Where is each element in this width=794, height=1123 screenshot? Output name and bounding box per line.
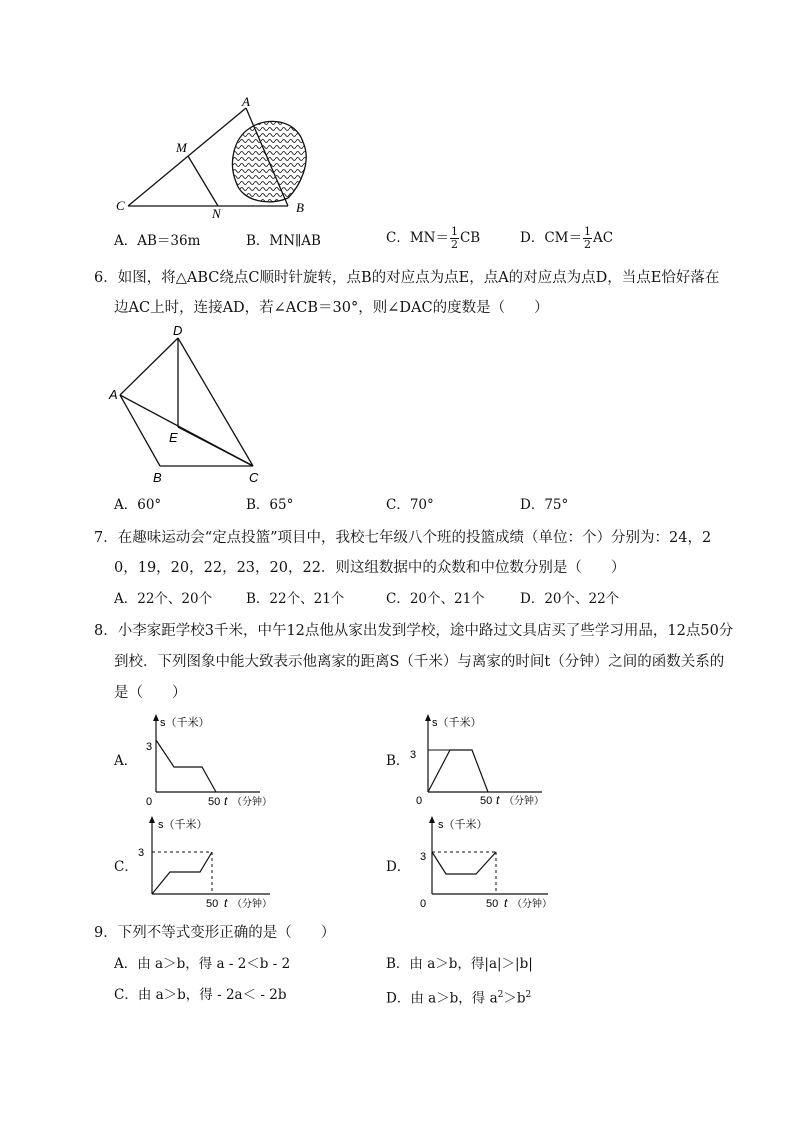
x-axis-unit: （分钟）: [232, 899, 272, 910]
origin-label: 0: [146, 796, 153, 808]
fraction: [450, 226, 459, 251]
frac-numerator: 1: [450, 225, 458, 238]
q6-option-d: D．75°: [520, 497, 569, 513]
x-axis-unit: （分钟）: [232, 797, 272, 808]
x-axis-unit: （分钟）: [512, 899, 552, 910]
graph-c: [130, 814, 280, 910]
x-tick-50: 50: [486, 898, 499, 910]
x-axis-t: t: [224, 794, 228, 808]
y-axis-label: s（千米）: [432, 717, 482, 729]
q7-stem-line1: 7．在趣味运动会“定点投篮”项目中，我校七年级八个班的投篮成绩（单位：个）分别为：24，2: [94, 530, 712, 546]
x-axis-t: t: [224, 896, 228, 910]
x-tick-50: 50: [208, 796, 221, 808]
superscript: 2: [497, 990, 504, 1000]
q9-option-d: [386, 986, 531, 1008]
q5-option-d-prefix: D．CM＝: [520, 230, 582, 246]
graph-b-letter: B．: [386, 753, 410, 769]
frac-denominator: 2: [450, 238, 458, 251]
q9-option-d-mid: ＞b: [503, 990, 526, 1007]
origin-label: 0: [416, 795, 423, 807]
graph-c-letter: C．: [114, 859, 138, 875]
label-d: D: [173, 323, 183, 338]
label-b: B: [296, 200, 304, 215]
x-tick-50: 50: [206, 898, 219, 910]
label-c: C: [116, 198, 125, 213]
q6-option-a: A．60°: [114, 497, 162, 513]
q5-option-d: [520, 226, 613, 251]
y-tick-3: 3: [420, 851, 427, 863]
superscript: 2: [525, 990, 532, 1000]
label-b: B: [153, 470, 162, 485]
q9-option-a: A．由 a＞b，得 a - 2＜b - 2: [114, 956, 291, 972]
x-axis-t: t: [504, 896, 508, 910]
q6-option-c: C．70°: [386, 497, 434, 513]
q7-option-a: A．22个、20个: [114, 591, 213, 607]
q6-stem-line2: 边AC上时，连接AD，若∠ACB＝30°，则∠DAC的度数是（ ）: [114, 300, 549, 316]
q5-figure: [100, 90, 330, 220]
graph-a: [130, 712, 280, 808]
q5-option-c-prefix: C．MN＝: [386, 230, 449, 246]
x-axis-t: t: [496, 793, 500, 807]
y-axis-label: s（千米）: [160, 717, 210, 729]
label-m: M: [176, 140, 187, 155]
label-c: C: [249, 470, 259, 485]
q9-option-d-prefix: D．由 a＞b，得 a: [386, 990, 498, 1007]
q7-option-d: D．20个、22个: [520, 591, 620, 607]
q6-figure: [105, 320, 275, 490]
segment-mn: [188, 156, 218, 206]
graph-b: [402, 712, 552, 808]
frac-denominator: 2: [583, 238, 591, 251]
graph-d: [402, 814, 552, 910]
graph-a-letter: A．: [114, 753, 138, 769]
pond-shape: [232, 121, 306, 202]
q6-option-b: B．65°: [246, 497, 294, 513]
y-tick-3: 3: [138, 847, 145, 859]
q9-option-b: B．由 a＞b，得|a|＞|b|: [386, 956, 533, 972]
label-n: N: [212, 206, 221, 220]
graph-d-letter: D．: [386, 859, 411, 875]
x-axis-unit: （分钟）: [504, 796, 544, 807]
q6-stem-line1: 6．如图，将△ABC绕点C顺时针旋转，点B的对应点为点E，点A的对应点为点D，当点E恰好落在: [94, 270, 720, 286]
q7-option-b: B．22个、21个: [246, 591, 345, 607]
q8-stem-line1: 8．小李家距学校3千米，中午12点他从家出发到学校，途中路过文具店买了些学习用品，12点50分: [94, 623, 734, 639]
q8-stem-line2: 到校．下列图象中能大致表示他离家的距离S（千米）与离家的时间t（分钟）之间的函数关系的: [114, 654, 725, 670]
label-a: A: [242, 94, 250, 109]
q5-option-c-suffix: CB: [459, 230, 481, 246]
frac-numerator: 1: [583, 225, 591, 238]
y-tick-3: 3: [410, 749, 417, 761]
label-e: E: [169, 430, 178, 445]
q5-option-d-suffix: AC: [592, 230, 614, 246]
q5-option-c: [386, 226, 480, 251]
q8-stem-line3: 是（ ）: [114, 685, 187, 701]
q5-option-a: A．AB＝36m: [114, 233, 201, 249]
label-a: A: [109, 387, 118, 402]
q5-option-b: B．MN∥AB: [246, 233, 321, 249]
segment-ca: [128, 108, 246, 206]
origin-label: 0: [420, 898, 427, 910]
fraction: [583, 226, 592, 251]
q9-option-c: C．由 a＞b，得 - 2a＜ - 2b: [114, 987, 287, 1003]
y-tick-3: 3: [146, 741, 153, 753]
q7-stem-line2: 0，19，20，22，23，20，22．则这组数据中的众数和中位数分别是（ ）: [114, 560, 626, 576]
q7-option-c: C．20个、21个: [386, 591, 485, 607]
x-tick-50: 50: [480, 795, 493, 807]
q9-stem: 9．下列不等式变形正确的是（ ）: [94, 925, 336, 941]
y-axis-label: s（千米）: [158, 819, 208, 831]
y-axis-label: s（千米）: [438, 819, 488, 831]
